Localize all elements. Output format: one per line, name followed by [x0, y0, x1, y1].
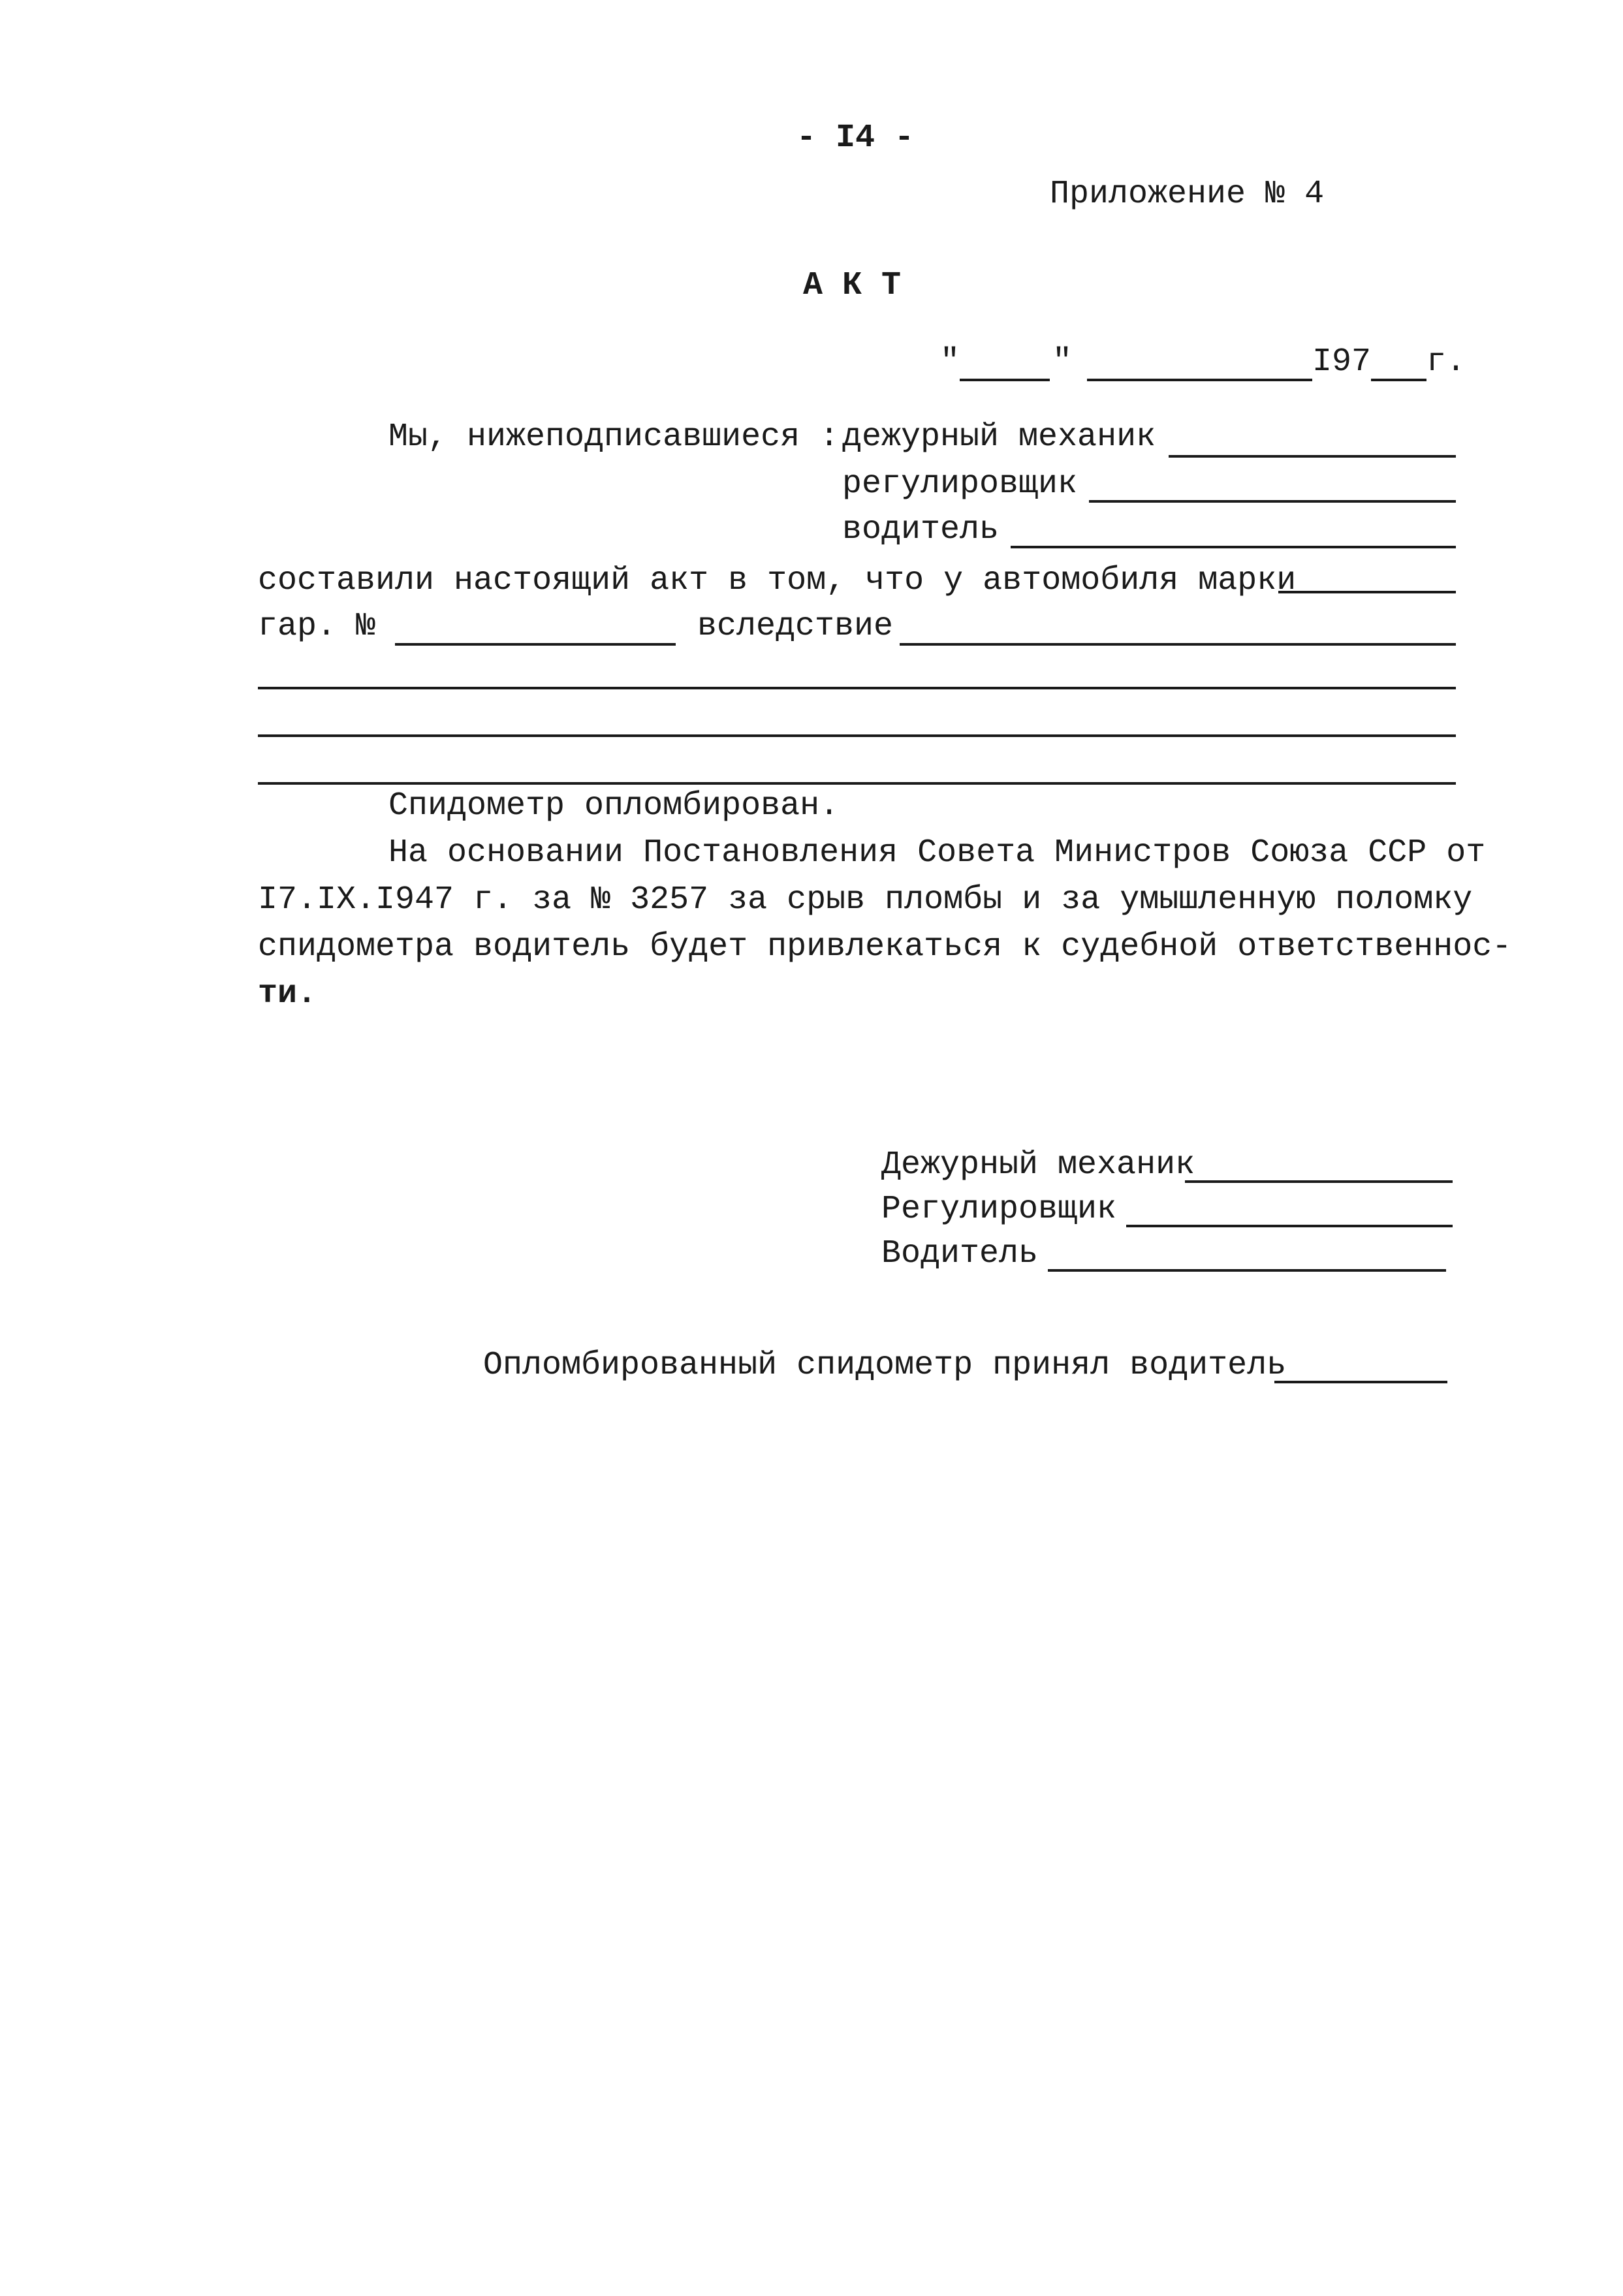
intro-role-driver: водитель: [842, 511, 1000, 548]
date-year-blank: [1371, 379, 1426, 381]
garage-label: гар. №: [258, 608, 376, 645]
date-quote-open: ": [940, 343, 960, 381]
receipt-text: Опломбированный спидометр принял водитель: [483, 1347, 1287, 1384]
signature-driver-label: Водитель: [881, 1235, 1039, 1272]
signature-regulator-label: Регулировщик: [881, 1191, 1117, 1228]
page-number: - I4 -: [796, 119, 915, 157]
legal-text-line: ти.: [258, 975, 317, 1013]
seal-note: Спидометр опломбирован.: [388, 787, 840, 825]
legal-text-line: На основании Постановления Совета Министров Союза ССР от: [388, 834, 1486, 872]
receipt-signature-line: [1274, 1381, 1447, 1383]
reason-line-1: [258, 687, 1456, 689]
car-make-blank: [1278, 591, 1456, 593]
intro-role-mechanic: дежурный механик: [842, 418, 1156, 456]
date-year-suffix: г.: [1426, 343, 1466, 381]
reason-line-3: [258, 782, 1456, 785]
signature-regulator-line: [1126, 1225, 1453, 1227]
due-to-blank: [900, 643, 1456, 646]
signature-driver-line: [1048, 1269, 1446, 1272]
garage-number-blank: [395, 643, 676, 646]
date-year-prefix: I97: [1312, 343, 1372, 381]
intro-role-regulator-blank: [1089, 500, 1456, 503]
intro-role-driver-blank: [1011, 546, 1456, 548]
intro-lead: Мы, нижеподписавшиеся :: [388, 418, 840, 456]
signature-mechanic-line: [1185, 1180, 1453, 1183]
intro-role-regulator: регулировщик: [842, 465, 1078, 503]
document-title: А К Т: [803, 267, 902, 304]
legal-text-line: I7.IX.I947 г. за № 3257 за срыв пломбы и за умышленную поломку: [258, 881, 1473, 919]
signature-mechanic-label: Дежурный механик: [881, 1146, 1195, 1184]
statement-line: составили настоящий акт в том, что у автомобиля марки: [258, 562, 1297, 599]
date-day-blank: [960, 379, 1050, 381]
reason-line-2: [258, 734, 1456, 737]
date-month-blank: [1087, 379, 1312, 381]
date-quote-close: ": [1052, 343, 1073, 381]
legal-text-line: спидометра водитель будет привлекаться к судебной ответственнос-: [258, 928, 1512, 966]
appendix-label: Приложение № 4: [1050, 176, 1325, 213]
due-to-label: вследствие: [697, 608, 894, 645]
intro-role-mechanic-blank: [1169, 455, 1456, 458]
